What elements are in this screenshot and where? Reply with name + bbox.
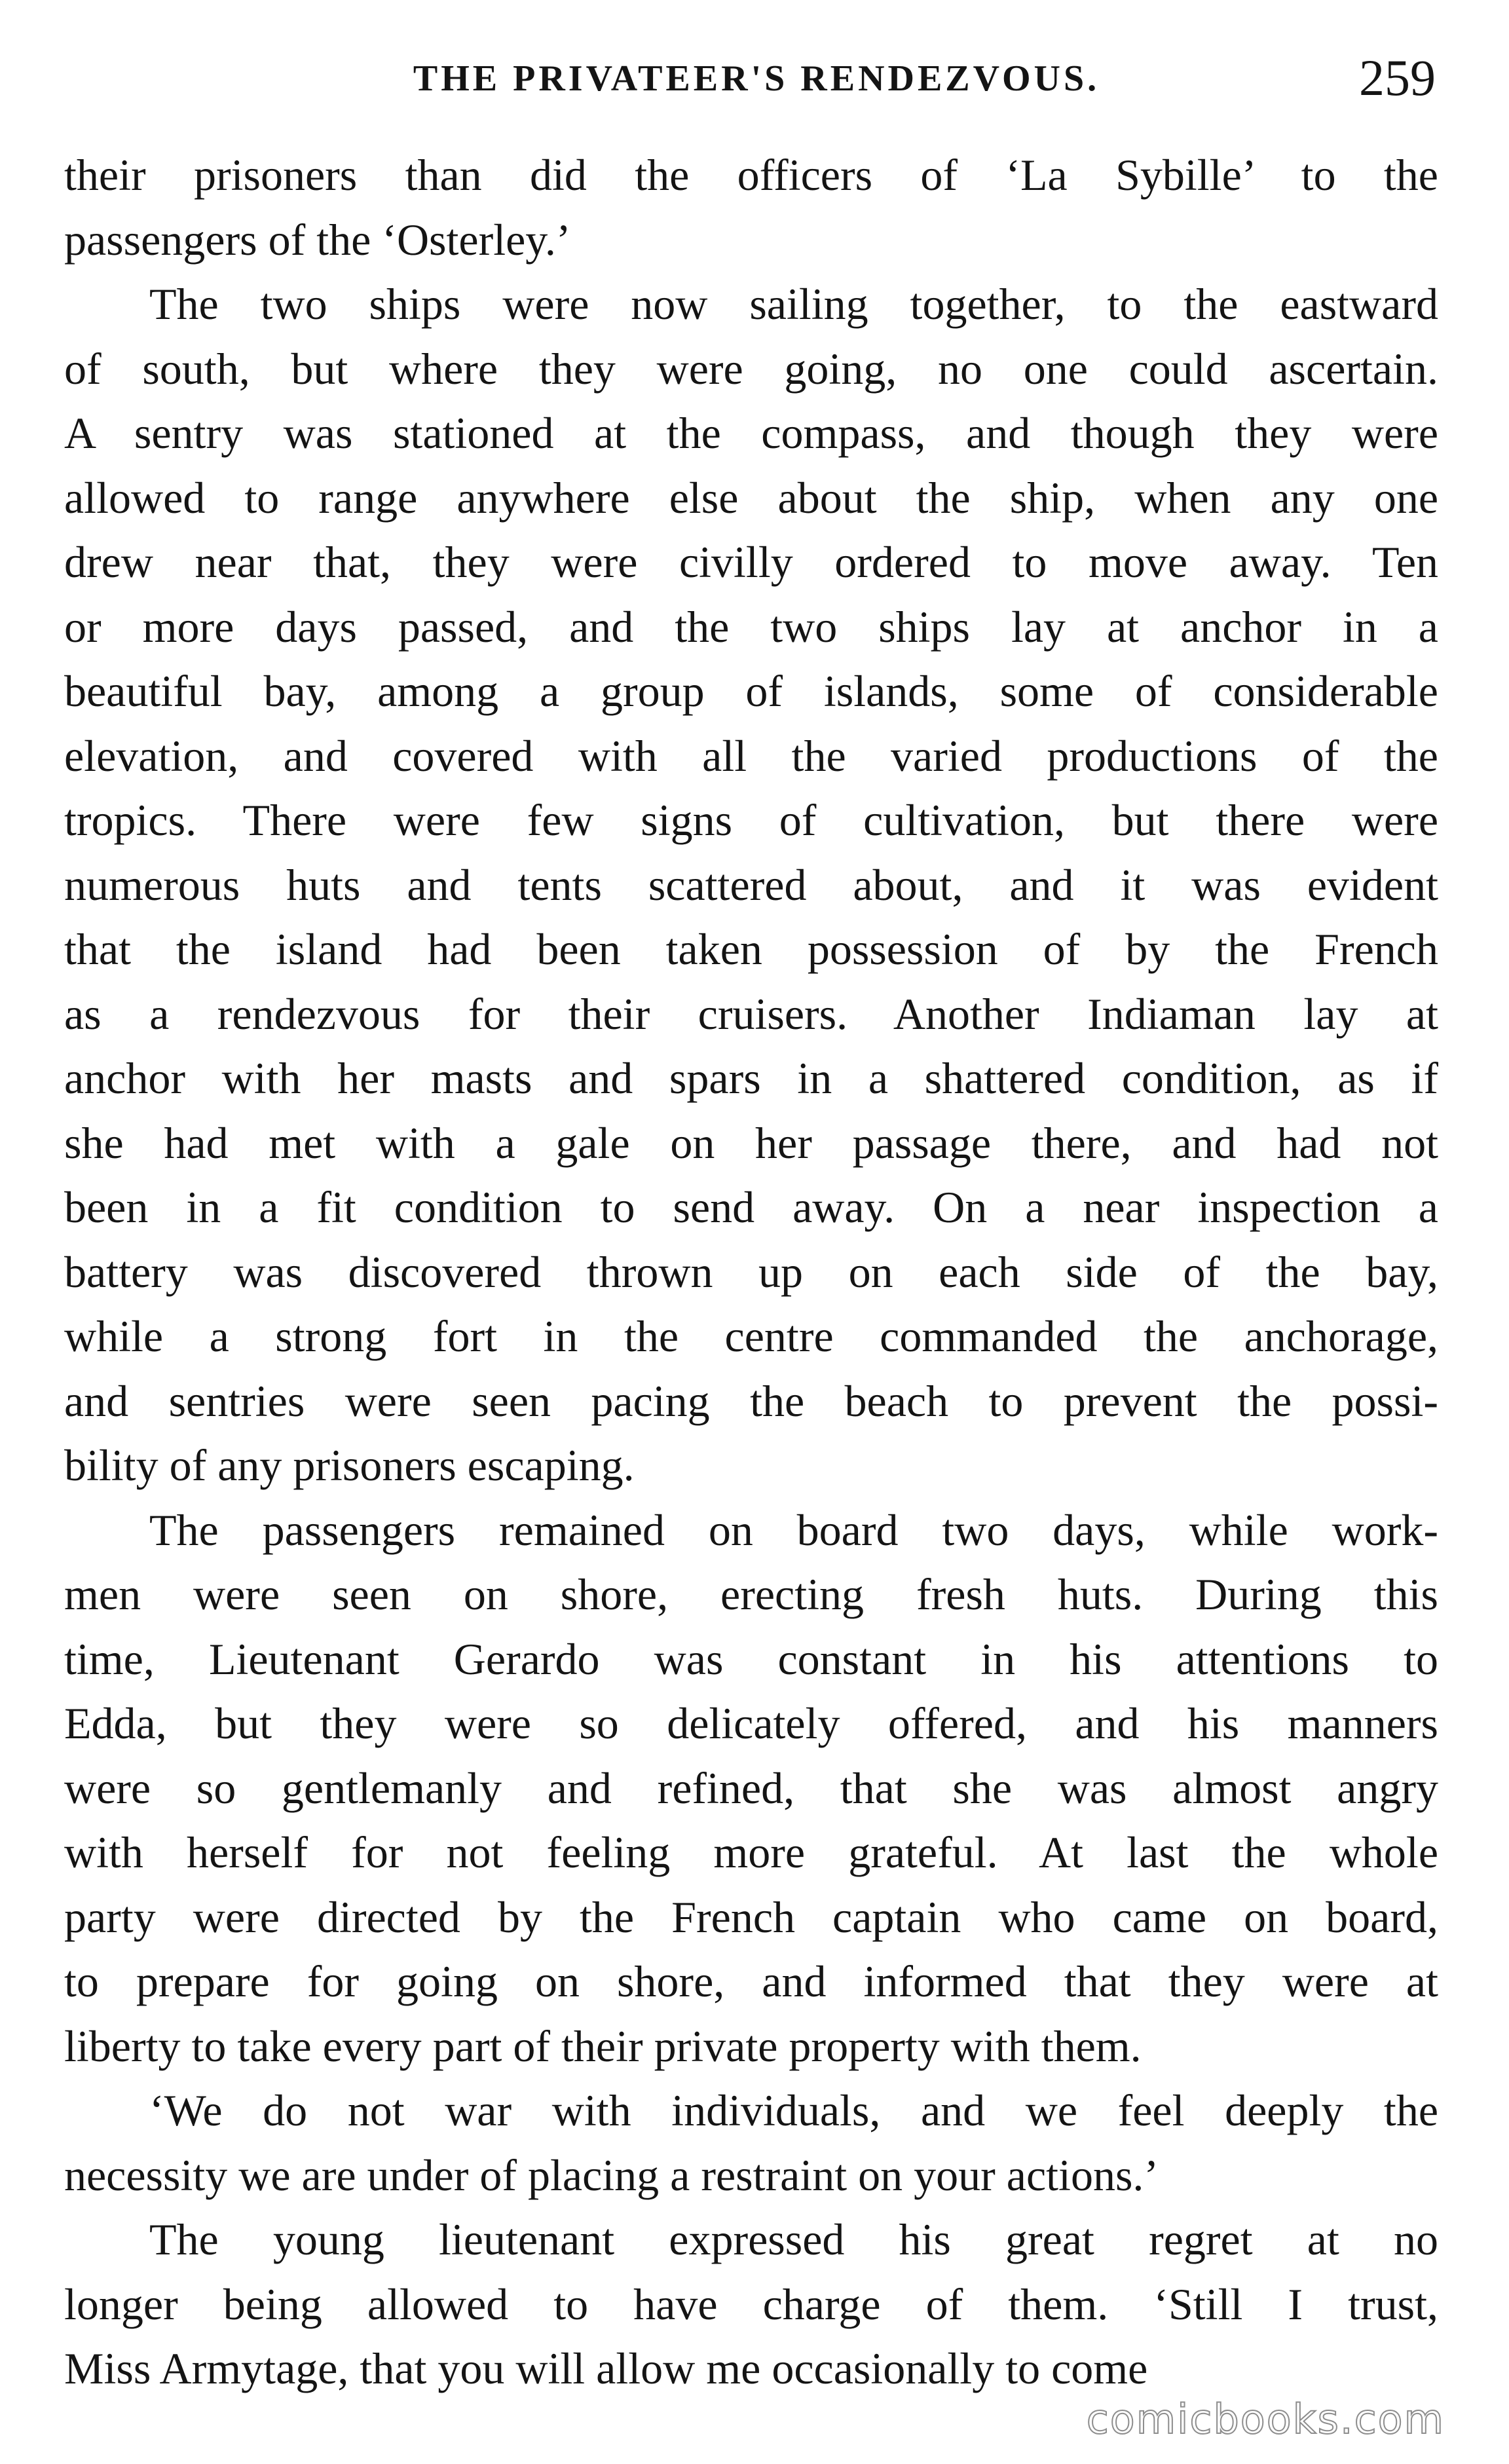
text-line: The young lieutenant expressed his great regret at no (149, 2214, 1438, 2264)
text-line: that the island had been taken possession of by the French (64, 924, 1438, 974)
page-number: 259 (1359, 49, 1436, 106)
paragraph (64, 2078, 1438, 2207)
text-line: The two ships were now sailing together, to the eastward (149, 279, 1438, 329)
text-line: liberty to take every part of their private property with them. (64, 2021, 1142, 2071)
text-line: while a strong fort in the centre commanded the anchorage, (64, 1311, 1438, 1361)
text-line: ‘We do not war with individuals, and we feel deeply the (149, 2085, 1438, 2135)
text-line: The passengers remained on board two days, while work- (149, 1504, 1438, 1555)
text-line: party were directed by the French captain who came on board, (64, 1892, 1438, 1942)
text-line: with herself for not feeling more grateful. At last the whole (64, 1827, 1438, 1877)
text-line: were so gentlemanly and refined, that she was almost angry (64, 1763, 1438, 1813)
text-line: time, Lieutenant Gerardo was constant in his attentions to (64, 1633, 1438, 1684)
paragraph (64, 143, 1438, 272)
running-head (72, 48, 1441, 121)
text-line: elevation, and covered with all the varied productions of the (64, 730, 1438, 781)
text-line: and sentries were seen pacing the beach to prevent the possi- (64, 1375, 1438, 1426)
text-line: of south, but where they were going, no one could ascertain. (64, 343, 1438, 394)
paragraph (64, 272, 1438, 1498)
text-line: tropics. There were few signs of cultivation, but there were (64, 795, 1438, 845)
paragraph (64, 2207, 1438, 2401)
text-line: drew near that, they were civilly ordered to move away. Ten (64, 537, 1438, 587)
running-title: THE PRIVATEER'S RENDEZVOUS. (413, 58, 1100, 99)
text-line: passengers of the ‘Osterley.’ (64, 214, 571, 265)
text-line: she had met with a gale on her passage there, and had not (64, 1117, 1438, 1168)
text-line: Edda, but they were so delicately offered, and his manners (64, 1698, 1438, 1748)
text-line: allowed to range anywhere else about the ship, when any one (64, 472, 1438, 523)
text-line: as a rendezvous for their cruisers. Another Indiaman lay at (64, 988, 1438, 1039)
text-line: Miss Armytage, that you will allow me occasionally to come (64, 2343, 1148, 2393)
text-line: longer being allowed to have charge of them. ‘Still I trust, (64, 2279, 1438, 2329)
watermark: comicbooks.com (1086, 2395, 1445, 2443)
text-line: bility of any prisoners escaping. (64, 1440, 635, 1490)
text-line: battery was discovered thrown up on each side of the bay, (64, 1246, 1438, 1297)
text-line: men were seen on shore, erecting fresh huts. During this (64, 1569, 1438, 1619)
body-text (64, 143, 1438, 2401)
text-line: A sentry was stationed at the compass, and though they were (64, 408, 1438, 458)
text-line: been in a fit condition to send away. On a near inspection a (64, 1182, 1438, 1232)
text-line: numerous huts and tents scattered about, and it was evident (64, 859, 1438, 910)
paragraph (64, 1498, 1438, 2079)
text-line: to prepare for going on shore, and informed that they were at (64, 1956, 1438, 2006)
text-line: necessity we are under of placing a restraint on your actions.’ (64, 2150, 1159, 2200)
text-line: or more days passed, and the two ships lay at anchor in a (64, 601, 1438, 652)
text-line: their prisoners than did the officers of ‘La Sybille’ to the (64, 150, 1438, 200)
text-line: beautiful bay, among a group of islands, some of considerable (64, 666, 1438, 716)
text-line: anchor with her masts and spars in a shattered condition, as if (64, 1053, 1438, 1103)
